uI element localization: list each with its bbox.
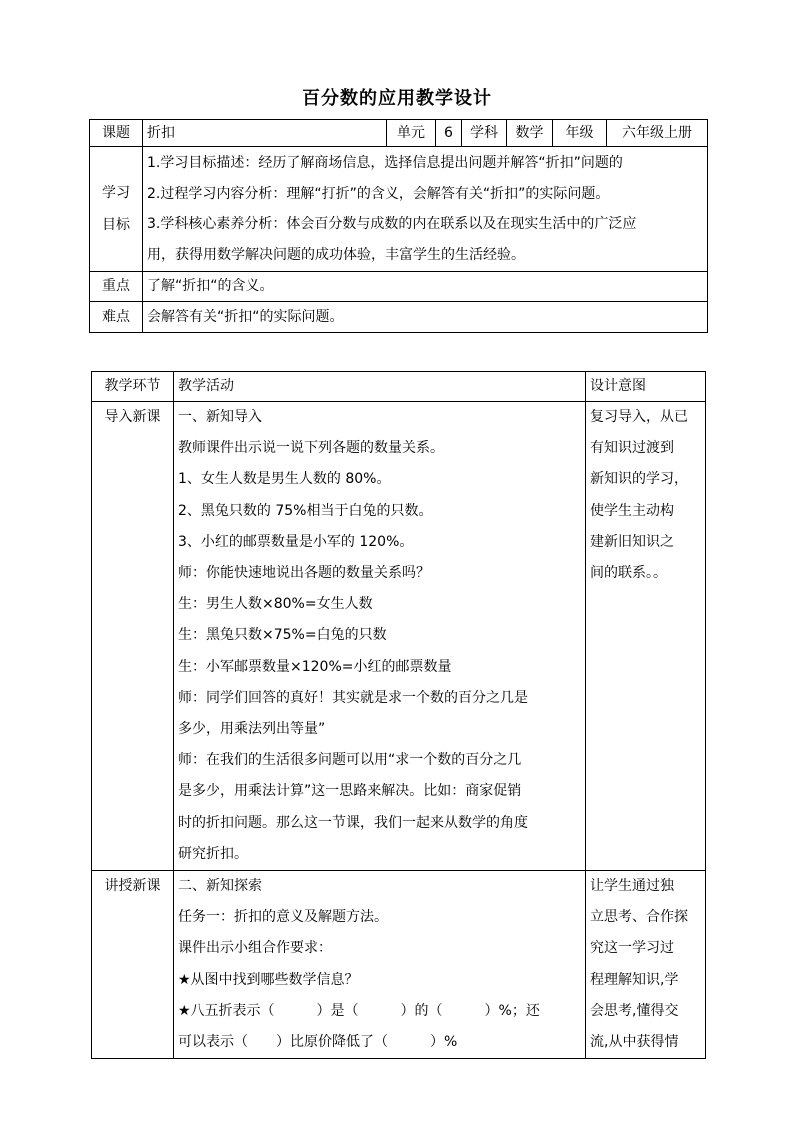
objective-line-4: 用，获得用数学解决问题的成功体验，丰富学生的生活经验。 [147, 246, 525, 263]
activity-line: 多少，用乘法列出等量” [178, 721, 326, 738]
objectives-label [90, 147, 143, 272]
objective-line-3: 3.学科核心素养分析：体会百分数与成数的内在联系以及在现实生活中的广泛应 [147, 216, 637, 232]
activity-line: 3、小红的邮票数量是小军的 120%。 [178, 533, 414, 550]
grade-label: 年级 [553, 120, 607, 147]
activity-new-lesson [174, 871, 586, 1059]
subject-value: 数学 [507, 120, 553, 147]
activity-line: ★八五折表示（ ）是（ ）的（ ）%；还 [178, 1002, 540, 1019]
intent-line: 有知识过渡到 [590, 440, 674, 457]
activity-line: 师：你能快速地说出各题的数量关系吗？ [178, 565, 430, 582]
objectives-label-line-2: 目标 [102, 217, 130, 233]
activity-line: 课件出示小组合作要求： [178, 940, 332, 957]
stage-intro: 导入新课 [92, 402, 174, 871]
activity-line: 研究折扣。 [178, 845, 248, 862]
activity-line: 2、黑兔只数的 75%相当于白兔的只数。 [178, 502, 433, 519]
intent-line: 让学生通过独 [590, 878, 674, 895]
intent-line: 新知识的学习， [590, 471, 688, 488]
document-title: 百分数的应用教学设计 [302, 88, 492, 109]
intent-line: 会思考,懂得交 [590, 1002, 679, 1019]
intent-line: 流,从中获得情 [590, 1034, 679, 1051]
lesson-info-table [89, 119, 708, 333]
process-row-new-lesson [92, 871, 706, 1059]
objectives-row [90, 147, 708, 272]
intent-line: 使学生主动构 [590, 502, 674, 519]
activity-line: ★从图中找到哪些数学信息？ [178, 971, 359, 988]
intent-line: 复习导入，从已 [590, 409, 688, 425]
header-activity: 教学活动 [174, 372, 586, 402]
unit-value: 6 [436, 120, 462, 147]
unit-label: 单元 [387, 120, 436, 147]
difficulty-row [90, 302, 708, 333]
activity-line: 二、新知探索 [178, 878, 262, 895]
key-point-value: 了解“折扣“的含义。 [143, 272, 708, 302]
activity-line: 师：同学们回答的真好！其实就是求一个数的百分之几是 [178, 689, 528, 706]
grade-value: 六年级上册 [607, 120, 708, 147]
activity-line: 教师课件出示说一说下列各题的数量关系。 [178, 440, 444, 457]
key-point-label: 重点 [90, 272, 143, 302]
objectives-label-line-1: 学习 [102, 185, 130, 201]
intent-new-lesson [586, 871, 706, 1059]
activity-intro [174, 402, 586, 871]
objective-line-1: 1.学习目标描述：经历了解商场信息，选择信息提出问题并解答“折扣”问题的 [147, 155, 623, 171]
difficulty-label: 难点 [90, 302, 143, 333]
intent-line: 建新旧知识之 [590, 533, 674, 550]
difficulty-value: 会解答有关“折扣“的实际问题。 [143, 302, 708, 333]
activity-line: 师：在我们的生活很多问题可以用“求一个数的百分之几 [178, 752, 522, 769]
key-point-row [90, 272, 708, 302]
activity-line: 一、新知导入 [178, 409, 262, 425]
header-stage: 教学环节 [92, 372, 174, 402]
activity-line: 1、女生人数是男生人数的 80%。 [178, 471, 391, 488]
intent-line: 立思考、合作探 [590, 909, 688, 926]
intent-line: 间的联系。。 [590, 565, 667, 582]
activity-line: 生：小军邮票数量×120%=小红的邮票数量 [178, 658, 452, 675]
activity-line: 生：黑兔只数×75%=白兔的只数 [178, 627, 387, 644]
activity-line: 是多少，用乘法计算”这一思路来解决。比如：商家促销 [178, 783, 522, 800]
process-row-intro [92, 402, 706, 871]
activity-line: 任务一：折扣的意义及解题方法。 [178, 909, 388, 926]
intent-intro [586, 402, 706, 871]
intent-line: 究这一学习过 [590, 940, 674, 957]
teaching-process-table [91, 371, 706, 1059]
topic-value: 折扣 [143, 120, 387, 147]
topic-label: 课题 [90, 120, 143, 147]
objective-line-2: 2.过程学习内容分析：理解“打折”的含义，会解答有关“折扣”的实际问题。 [147, 185, 610, 202]
header-intent: 设计意图 [586, 372, 706, 402]
intent-line: 程理解知识,学 [590, 971, 679, 988]
process-header-row [92, 372, 706, 402]
activity-line: 时的折扣问题。那么这一节课，我们一起来从数学的角度 [178, 814, 528, 831]
activity-line: 生：男生人数×80%=女生人数 [178, 596, 373, 613]
objectives-content [143, 147, 708, 272]
subject-label: 学科 [462, 120, 507, 147]
topic-row [90, 120, 708, 147]
stage-new-lesson: 讲授新课 [92, 871, 174, 1059]
activity-line: 可以表示（ ）比原价降低了（ ）% [178, 1034, 458, 1051]
